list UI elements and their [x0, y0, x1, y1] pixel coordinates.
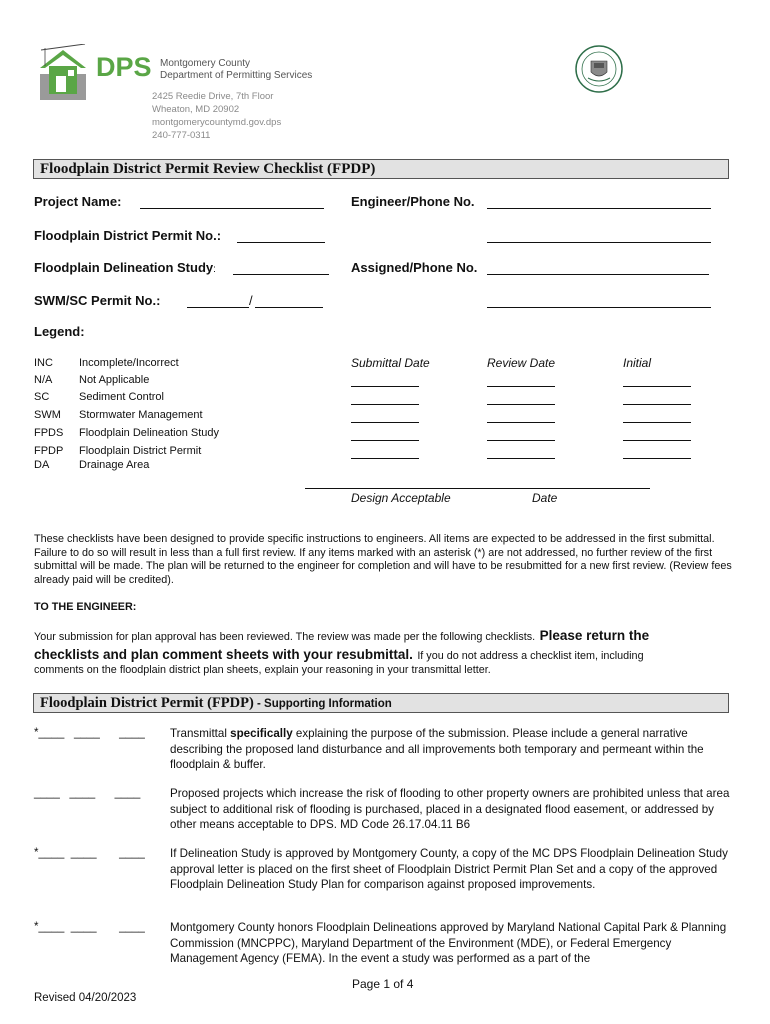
legend-abbr: DA [34, 459, 50, 471]
legend-abbr: SWM [34, 409, 61, 421]
legend-title: Legend: [34, 324, 85, 339]
initial-line[interactable] [623, 422, 691, 423]
delineation-study-text: Floodplain Delineation Study [34, 260, 214, 275]
design-acceptable-label: Design Acceptable [351, 491, 451, 505]
section-title [40, 695, 392, 712]
to-engineer-emph-b: checklists and plan comment sheets with your resubmittal. [34, 647, 413, 662]
to-engineer-text2b: comments on the floodplain district plan sheets, explain your reasoning in your transmittal letter. [34, 664, 491, 676]
legend-desc: Not Applicable [79, 374, 150, 386]
checklist-item-text: Proposed projects which increase the risk of flooding to other property owners are prohibited unless that area subject to additional risk of flooding is purchased, placed in a designated flood easement, or addressed by other means acceptable to DPS. MD Code 26.17.04.11 B6 [170, 787, 730, 831]
revised-date: Revised 04/20/2023 [34, 992, 137, 1004]
address-line: Wheaton, MD 20902 [152, 104, 240, 115]
org-line2: Department of Permitting Services [160, 70, 313, 81]
dps-logo [37, 44, 89, 100]
checklist-item-text: Montgomery County honors Floodplain Delineations approved by Maryland National Capital Park & Planning Commission (MNCPPC), Maryland Department of the Environment (MDE), or Federal Emergency Management Agency (FEMA). In the event a study was performed as a part of the [170, 921, 727, 965]
delineation-study-line[interactable] [233, 274, 329, 275]
address-block [152, 90, 281, 142]
legend-desc: Incomplete/Incorrect [79, 357, 179, 369]
engineer-phone-label: Engineer/Phone No. [351, 194, 475, 209]
permit-no-label: Floodplain District Permit No.: [34, 228, 222, 243]
check-blanks[interactable]: *____ ____ ____ [34, 846, 145, 859]
review-date-line[interactable] [487, 422, 555, 423]
title-bar [33, 159, 729, 179]
check-blanks[interactable]: ____ ____ ____ [34, 786, 141, 799]
design-acceptable-line[interactable] [305, 488, 650, 489]
initial-line[interactable] [623, 386, 691, 387]
asterisk-mark: * [34, 726, 39, 739]
to-engineer-block [34, 627, 734, 678]
check-blanks[interactable]: *____ ____ ____ [34, 920, 145, 933]
to-engineer-text1: Your submission for plan approval has been reviewed. The review was made per the following checklists. [34, 631, 536, 643]
assigned-phone-line[interactable] [487, 274, 709, 275]
submittal-date-line[interactable] [351, 458, 419, 459]
checklist-item-text: If Delineation Study is approved by Montgomery County, a copy of the MC DPS Floodplain Delineation Study approval letter is placed on the first sheet of Floodplain District Permit Plan Set and a copy of the approved Floodplain Delineation Study Plan for comparison against proposed improvements. [170, 847, 728, 891]
project-name-label: Project Name: [34, 194, 122, 209]
initial-line[interactable] [623, 458, 691, 459]
asterisk-mark: * [34, 920, 39, 933]
delineation-colon: : [213, 264, 216, 275]
to-engineer-line2 [34, 646, 734, 664]
engineer-phone-line-2[interactable] [487, 242, 711, 243]
section-subtitle: - Supporting Information [253, 698, 392, 710]
delineation-study-label [34, 260, 216, 275]
review-date-header: Review Date [487, 356, 556, 370]
to-engineer-emph-a: Please return the [539, 628, 650, 643]
engineer-phone-line[interactable] [487, 208, 711, 209]
address-line: montgomerycountymd.gov.dps [152, 117, 282, 128]
swm-permit-slash: / [249, 293, 253, 308]
checklist-item-text [170, 726, 730, 773]
page-title: Floodplain District Permit Review Checklist (FPDP) [40, 161, 376, 177]
legend-abbr: FPDP [34, 445, 64, 457]
legend-desc: Sediment Control [79, 391, 164, 403]
review-date-line[interactable] [487, 440, 555, 441]
submittal-date-line[interactable] [351, 422, 419, 423]
item-text-pre: Transmittal [170, 727, 231, 740]
legend-desc: Floodplain Delineation Study [79, 427, 220, 439]
assigned-phone-line-2[interactable] [487, 307, 711, 308]
legend-desc: Drainage Area [79, 459, 150, 471]
item-text-rest: explaining the purpose of the submission. Please include a general narrative describing the proposed land disturbance and all improvements both temporary and permeant within the floodplain & buffer. [170, 727, 704, 771]
section-bar [33, 693, 729, 713]
legend-abbr: SC [34, 391, 50, 403]
dps-logo-text: DPS [96, 52, 152, 82]
review-date-line[interactable] [487, 404, 555, 405]
page-number: Page 1 of 4 [352, 977, 414, 991]
submittal-date-header: Submittal Date [351, 356, 430, 370]
review-date-line[interactable] [487, 458, 555, 459]
legend-abbr: INC [34, 357, 53, 369]
swm-permit-label: SWM/SC Permit No.: [34, 293, 161, 308]
intro-paragraph: These checklists have been designed to provide specific instructions to engineers. All items are expected to be addressed in the first submittal. Failure to do so will result in less than a full first review. If any items marked with an asterisk (*) are not addressed, no further review of the first submittal will be made. The plan will be returned to the engineer for completion and will have to be resubmitted for a new first review. (Review fees already paid will be credited). [34, 533, 732, 586]
submittal-date-line[interactable] [351, 404, 419, 405]
address-line: 240-777-0311 [152, 130, 211, 141]
assigned-phone-label: Assigned/Phone No. [351, 260, 478, 275]
asterisk-mark: * [34, 846, 39, 859]
initial-line[interactable] [623, 404, 691, 405]
legend-abbr: N/A [34, 374, 53, 386]
permit-no-line[interactable] [237, 242, 325, 243]
review-date-line[interactable] [487, 386, 555, 387]
to-engineer-text2a: If you do not address a checklist item, including [417, 650, 644, 662]
initial-line[interactable] [623, 440, 691, 441]
legend-abbr: FPDS [34, 427, 64, 439]
check-blanks[interactable]: *____ ____ ____ [34, 726, 145, 739]
item-text-bold: specifically [230, 727, 293, 740]
section-title-text: Floodplain District Permit (FPDP) [40, 695, 254, 711]
org-line1: Montgomery County [160, 58, 251, 69]
legend-desc: Stormwater Management [79, 409, 203, 421]
initial-header: Initial [623, 356, 652, 370]
project-name-line[interactable] [140, 208, 324, 209]
swm-permit-line-a[interactable] [187, 307, 249, 308]
design-date-label: Date [532, 491, 558, 505]
submittal-date-line[interactable] [351, 440, 419, 441]
address-line: 2425 Reedie Drive, 7th Floor [152, 91, 274, 102]
submittal-date-line[interactable] [351, 386, 419, 387]
legend-desc: Floodplain District Permit [79, 445, 202, 457]
swm-permit-line-b[interactable] [255, 307, 323, 308]
to-engineer-line1 [34, 627, 734, 645]
to-engineer-heading: TO THE ENGINEER: [34, 601, 137, 613]
county-seal-icon [574, 44, 624, 94]
